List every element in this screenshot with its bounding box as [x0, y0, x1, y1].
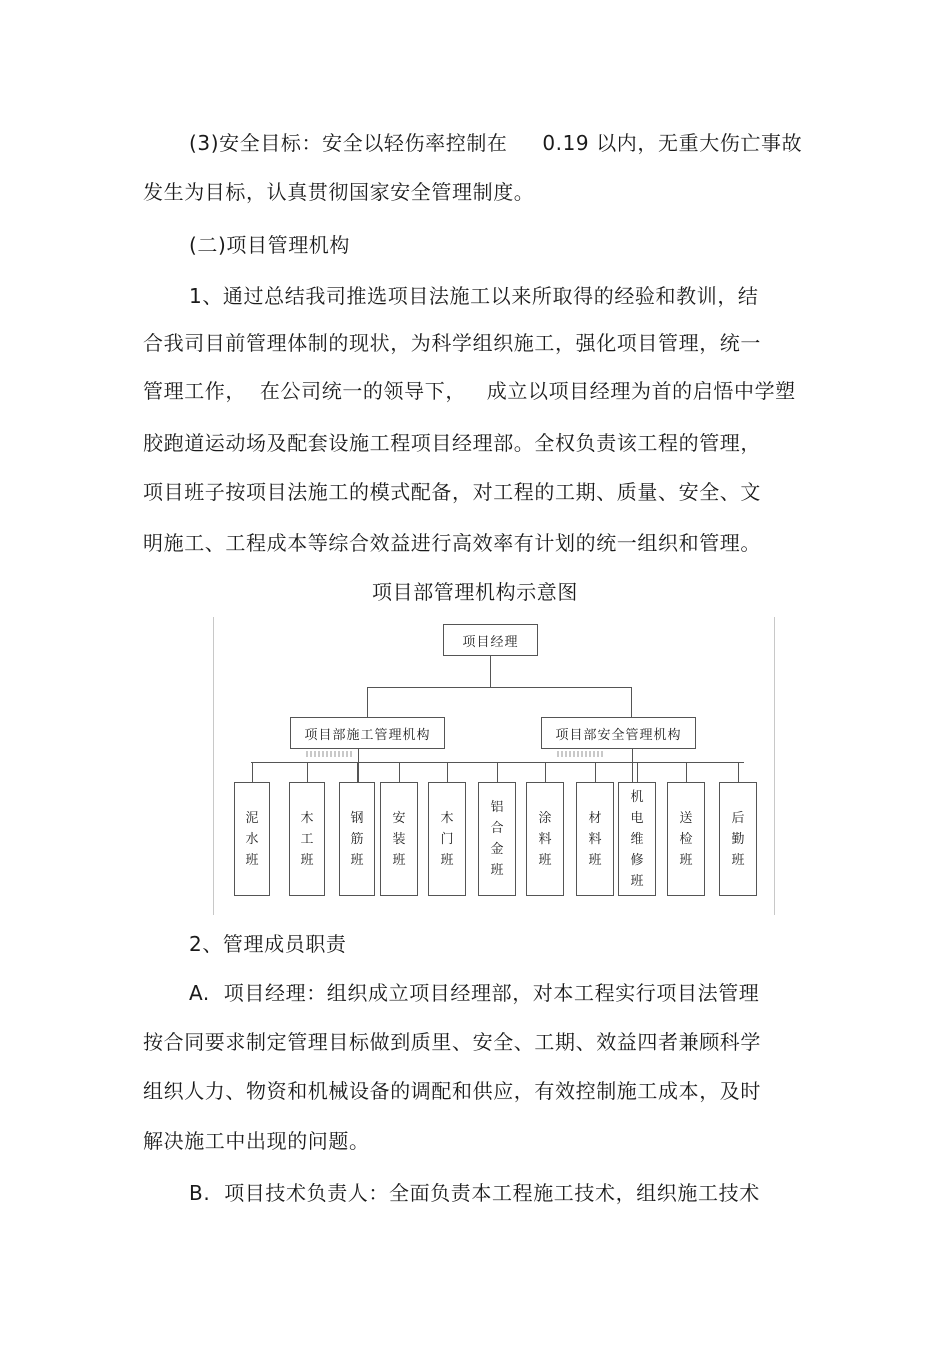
- connector-team-drop: [252, 762, 253, 782]
- team-label: 泥 水 班: [245, 810, 259, 868]
- connector-team-drop: [637, 762, 638, 782]
- paragraph-line: 按合同要求制定管理目标做到质里、安全、工期、效益四者兼顾科学: [143, 1030, 761, 1054]
- org-chart-frame: [213, 617, 775, 915]
- paragraph-line: 项目班子按项目法施工的模式配备，对工程的工期、质量、安全、文: [143, 480, 761, 504]
- paragraph-line: 解决施工中出现的问题。: [143, 1129, 370, 1153]
- paragraph-line: B. 项目技术负责人：全面负责本工程施工技术，组织施工技术: [189, 1181, 760, 1205]
- connector-branch-left: [367, 687, 368, 717]
- org-node-team: [380, 782, 418, 896]
- team-label: 材 料 班: [588, 810, 602, 868]
- team-label: 涂 料 班: [538, 810, 552, 868]
- org-node-team: [719, 782, 757, 896]
- org-node-safety-management: 项目部安全管理机构: [541, 717, 696, 749]
- paragraph-line: (3)安全目标：安全以轻伤率控制在 0.19 以内，无重大伤亡事故: [189, 131, 803, 155]
- team-label: 安 装 班: [392, 810, 406, 868]
- paragraph-line: 明施工、工程成本等综合效益进行高效率有计划的统一组织和管理。: [143, 531, 761, 555]
- org-node-team: [339, 782, 375, 896]
- connector-team-drop: [686, 762, 687, 782]
- connector-team-drop: [595, 762, 596, 782]
- connector-right-branch-down: [632, 749, 633, 783]
- org-node-team: [289, 782, 325, 896]
- connector-team-drop: [545, 762, 546, 782]
- org-node-team: [428, 782, 466, 896]
- team-label: 钢 筋 班: [350, 810, 364, 868]
- paragraph-line: 2、管理成员职责: [189, 932, 347, 956]
- org-node-construction-management: 项目部施工管理机构: [290, 717, 445, 749]
- paragraph-line: 1、通过总结我司推选项目法施工以来所取得的经验和教训，结: [189, 284, 759, 308]
- connector-team-drop: [738, 762, 739, 782]
- faint-mark-left: [306, 751, 352, 757]
- paragraph-line: (二)项目管理机构: [189, 233, 351, 257]
- paragraph-line: 发生为目标，认真贯彻国家安全管理制度。: [143, 180, 535, 204]
- paragraph-line: 合我司目前管理体制的现状，为科学组织施工，强化项目管理，统一: [143, 331, 761, 355]
- connector-branch-right: [631, 687, 632, 717]
- team-label: 铝 合 金 班: [490, 800, 504, 878]
- faint-mark-right: [557, 751, 603, 757]
- org-node-team: [618, 782, 656, 896]
- connector-team-drop: [307, 762, 308, 782]
- team-label: 后 勤 班: [731, 810, 745, 868]
- team-label: 送 检 班: [679, 810, 693, 868]
- paragraph-line: 管理工作， 在公司统一的领导下， 成立以项目经理为首的启悟中学塑: [143, 379, 796, 403]
- connector-team-drop: [447, 762, 448, 782]
- org-node-team: [234, 782, 270, 896]
- org-node-root: 项目经理: [443, 624, 538, 656]
- connector-branch-horizontal: [367, 687, 632, 688]
- team-label: 机 电 维 修 班: [630, 789, 644, 889]
- org-node-team: [478, 782, 516, 896]
- org-node-team: [576, 782, 614, 896]
- team-label: 木 门 班: [440, 810, 454, 868]
- connector-root-down: [490, 656, 491, 688]
- connector-team-drop: [497, 762, 498, 782]
- connector-team-drop: [357, 762, 358, 782]
- paragraph-line: 胶跑道运动场及配套设施工程项目经理部。全权负责该工程的管理，: [143, 431, 761, 455]
- team-label: 木 工 班: [300, 810, 314, 868]
- connector-team-drop: [399, 762, 400, 782]
- diagram-title: 项目部管理机构示意图: [372, 580, 578, 604]
- org-node-team: [526, 782, 564, 896]
- org-node-team: [667, 782, 705, 896]
- paragraph-line: 组织人力、物资和机械设备的调配和供应，有效控制施工成本，及时: [143, 1079, 761, 1103]
- paragraph-line: A. 项目经理：组织成立项目经理部，对本工程实行项目法管理: [189, 981, 760, 1005]
